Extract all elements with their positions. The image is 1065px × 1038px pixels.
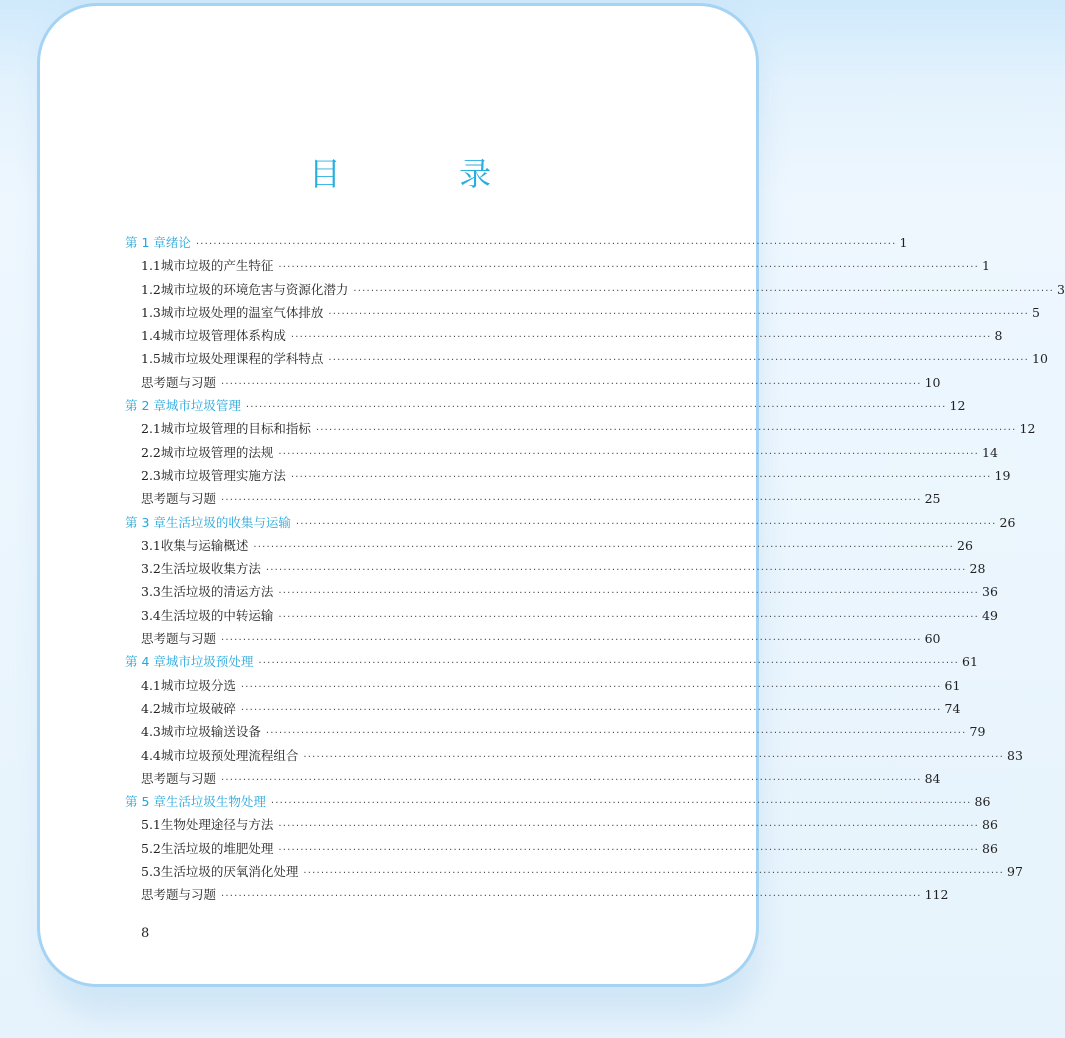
- toc-entry-number: 1.4: [141, 328, 161, 344]
- dot-leader: ································································································································································: [265, 728, 967, 740]
- dot-leader: ································································································································································: [328, 355, 1029, 367]
- toc-entry-title: 生活垃圾收集方法: [160, 561, 261, 577]
- dot-leader: ································································································································································: [221, 891, 922, 903]
- toc-entry-title: 绪论: [165, 235, 191, 250]
- page-number: 8: [141, 926, 150, 941]
- toc-entry-number: 2.1: [141, 421, 161, 437]
- toc-entry-title: 城市垃圾的产生特征: [160, 258, 274, 274]
- toc-chapter[interactable]: [125, 511, 1016, 534]
- toc-exercise[interactable]: [125, 883, 949, 906]
- toc-entry-page: 83: [1007, 747, 1023, 763]
- page-title: 目 录: [308, 155, 546, 193]
- toc-entry-title: 城市垃圾预处理: [165, 654, 254, 670]
- toc-entry-page: 14: [982, 444, 998, 460]
- dot-leader: ································································································································································: [303, 868, 1004, 880]
- toc-entry-page: 74: [944, 700, 961, 716]
- toc-entry-number: 3.1: [141, 537, 161, 553]
- toc-entry-title: 城市垃圾管理体系构成: [160, 328, 286, 344]
- dot-leader: ································································································································································: [270, 798, 972, 810]
- toc-entry-title: 城市垃圾破碎: [160, 700, 236, 716]
- toc-entry-page: 12: [1019, 421, 1036, 437]
- toc-entry-page: 19: [994, 467, 1011, 483]
- toc-entry-number: 1.3: [141, 304, 161, 320]
- dot-leader: ································································································································································: [258, 658, 960, 670]
- toc-entry-title: 生活垃圾的清运方法: [160, 584, 274, 600]
- toc-entry-page: 10: [924, 374, 941, 390]
- toc-entry-title: 城市垃圾输送设备: [160, 724, 261, 740]
- toc-entry-page: 28: [969, 561, 986, 577]
- toc-section[interactable]: [125, 278, 1065, 301]
- toc-entry-title: 城市垃圾预处理流程组合: [160, 747, 299, 763]
- toc-entry-number: 3.4: [141, 607, 161, 623]
- toc-entry-number: 1.5: [141, 351, 161, 367]
- dot-leader: ································································································································································: [245, 402, 947, 414]
- toc-entry-title: 思考题与习题: [141, 887, 217, 903]
- dot-leader: ································································································································································: [221, 378, 922, 390]
- toc-entry-title: 城市垃圾分选: [160, 677, 236, 693]
- toc-entry-page: 60: [924, 631, 941, 647]
- toc-exercise[interactable]: [125, 627, 941, 650]
- toc-entry-title: 生活垃圾生物处理: [165, 794, 266, 810]
- toc-entry-page: 5: [1032, 304, 1040, 320]
- toc-entry-number: 2.2: [141, 444, 161, 460]
- toc-entry-page: 61: [962, 654, 978, 670]
- toc-entry-page: 36: [982, 584, 998, 600]
- toc-section[interactable]: [125, 324, 1003, 347]
- toc-entry-title: 思考题与习题: [141, 491, 217, 507]
- toc-entry-page: 26: [999, 514, 1016, 530]
- toc-entry-title: 思考题与习题: [141, 631, 217, 647]
- toc-entry-title: 城市垃圾管理实施方法: [160, 467, 286, 483]
- toc-entry-page: 112: [924, 887, 949, 903]
- toc-entry-page: 49: [982, 607, 998, 623]
- dot-leader: ································································································································································: [221, 495, 922, 507]
- toc-entry-number: 1.2: [141, 281, 161, 297]
- toc-entry-number: 第 4 章: [125, 654, 166, 670]
- toc-entry-number: 4.1: [141, 677, 161, 693]
- toc-entry-page: 61: [944, 677, 961, 693]
- toc-section[interactable]: [125, 580, 998, 603]
- dot-leader: ································································································································································: [253, 541, 954, 553]
- toc-entry-number: 第 3 章: [125, 514, 166, 530]
- toc-entry-number: 5.1: [141, 817, 161, 833]
- dot-leader: ································································································································································: [221, 635, 922, 647]
- toc-entry-number: 2.3: [141, 467, 161, 483]
- toc-entry-number: 第 2 章: [125, 398, 166, 414]
- toc-entry-title: 生物处理途径与方法: [160, 817, 274, 833]
- dot-leader: ································································································································································: [240, 704, 942, 716]
- toc-chapter[interactable]: [125, 231, 908, 254]
- toc-section[interactable]: [125, 813, 998, 836]
- toc-section[interactable]: [125, 347, 1048, 370]
- toc-entry-page: 97: [1007, 864, 1023, 880]
- toc-section[interactable]: [125, 604, 998, 627]
- toc-entry-title: 生活垃圾的厌氧消化处理: [160, 864, 299, 880]
- toc-entry-page: 1: [982, 258, 990, 274]
- toc-entry-page: 3: [1057, 281, 1065, 297]
- toc-entry-page: 84: [924, 770, 941, 786]
- toc-entry-number: 第 5 章: [125, 794, 166, 810]
- dot-leader: ································································································································································: [295, 518, 997, 530]
- dot-leader: ································································································································································: [303, 751, 1004, 763]
- toc-entry-title: 收集与运输概述: [160, 537, 249, 553]
- toc-entry-title: 城市垃圾处理的温室气体排放: [160, 304, 324, 320]
- toc-section[interactable]: [125, 557, 986, 580]
- dot-leader: ································································································································································: [195, 239, 897, 250]
- toc-entry-number: 1.1: [141, 258, 161, 274]
- toc-entry-title: 城市垃圾的环境危害与资源化潜力: [160, 281, 349, 297]
- toc-entry-title: 生活垃圾的收集与运输: [165, 514, 291, 530]
- toc-entry-page: 86: [982, 840, 998, 856]
- toc-entry-title: 生活垃圾的堆肥处理: [160, 840, 274, 856]
- dot-leader: ································································································································································: [278, 821, 979, 833]
- toc-chapter[interactable]: [125, 394, 966, 417]
- dot-leader: ································································································································································: [328, 308, 1029, 320]
- toc-entry-page: 1: [899, 235, 908, 250]
- dot-leader: ································································································································································: [265, 565, 967, 577]
- toc-entry-number: 5.3: [141, 864, 161, 880]
- toc-entry-title: 思考题与习题: [141, 770, 217, 786]
- toc-entry-number: 4.3: [141, 724, 161, 740]
- dot-leader: ································································································································································: [278, 448, 979, 460]
- dot-leader: ································································································································································: [315, 425, 1017, 437]
- dot-leader: ································································································································································: [353, 285, 1054, 297]
- toc-entry-number: 4.4: [141, 747, 161, 763]
- dot-leader: ································································································································································: [290, 332, 992, 344]
- toc-entry-number: 3.3: [141, 584, 161, 600]
- toc-entry-title: 城市垃圾管理的法规: [160, 444, 274, 460]
- toc-entry-number: 5.2: [141, 840, 161, 856]
- dot-leader: ································································································································································: [278, 611, 979, 623]
- toc-entry-title: 城市垃圾处理课程的学科特点: [160, 351, 324, 367]
- toc-section[interactable]: [125, 301, 1040, 324]
- dot-leader: ································································································································································: [221, 774, 922, 786]
- dot-leader: ································································································································································: [278, 588, 979, 600]
- toc-entry-page: 86: [982, 817, 998, 833]
- toc-section[interactable]: [125, 674, 961, 697]
- toc-section[interactable]: [125, 417, 1036, 440]
- toc-entry-title: 生活垃圾的中转运输: [160, 607, 274, 623]
- toc-entry-page: 25: [924, 491, 941, 507]
- toc-entry-page: 26: [957, 537, 973, 553]
- toc-entry-page: 86: [974, 794, 991, 810]
- toc-entry-title: 城市垃圾管理: [165, 398, 241, 414]
- dot-leader: ································································································································································: [290, 471, 992, 483]
- dot-leader: ································································································································································: [240, 681, 942, 693]
- toc-section[interactable]: [125, 464, 1011, 487]
- toc-exercise[interactable]: [125, 767, 941, 790]
- toc-section[interactable]: [125, 837, 998, 860]
- toc-section[interactable]: [125, 254, 990, 277]
- toc-entry-title: 城市垃圾管理的目标和指标: [160, 421, 311, 437]
- toc-entry-number: 4.2: [141, 700, 161, 716]
- toc-entry-page: 12: [949, 398, 966, 414]
- toc-entry-page: 79: [969, 724, 986, 740]
- toc-exercise[interactable]: [125, 371, 941, 394]
- toc-entry-page: 10: [1032, 351, 1048, 367]
- toc-chapter[interactable]: [125, 650, 978, 673]
- toc-exercise[interactable]: [125, 487, 941, 510]
- toc-section[interactable]: [125, 441, 998, 464]
- table-of-contents: [125, 231, 1065, 907]
- dot-leader: ································································································································································: [278, 262, 979, 274]
- toc-entry-page: 8: [994, 328, 1003, 344]
- dot-leader: ································································································································································: [278, 844, 979, 856]
- toc-section[interactable]: [125, 697, 961, 720]
- toc-entry-number: 3.2: [141, 561, 161, 577]
- toc-chapter[interactable]: [125, 790, 991, 813]
- toc-section[interactable]: [125, 534, 973, 557]
- toc-section[interactable]: [125, 720, 986, 743]
- toc-section[interactable]: [125, 744, 1023, 767]
- toc-section[interactable]: [125, 860, 1023, 883]
- toc-entry-number: 第 1 章: [125, 235, 166, 250]
- toc-entry-title: 思考题与习题: [141, 374, 217, 390]
